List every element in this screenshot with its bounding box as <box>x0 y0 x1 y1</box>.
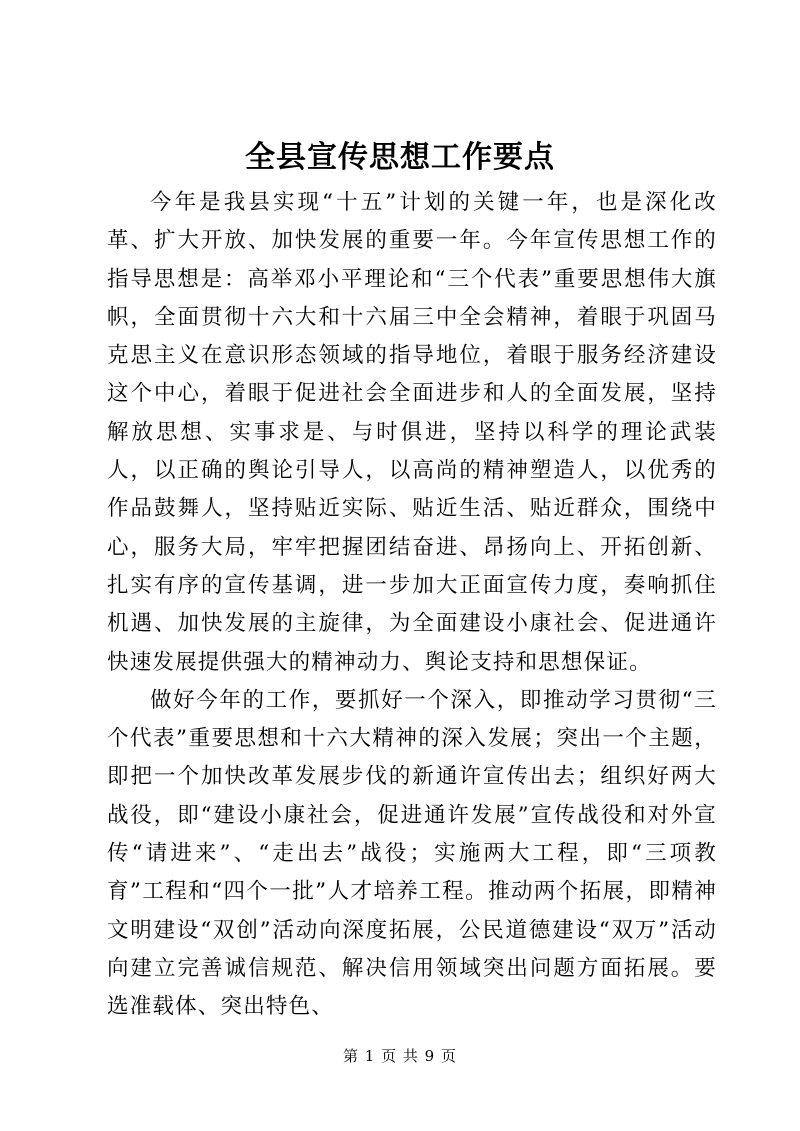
document-body <box>107 184 717 1027</box>
paragraph-1: 今年是我县实现“十五”计划的关键一年，也是深化改革、扩大开放、加快发展的重要一年。今年宣传思想工作的指导思想是：高举邓小平理论和“三个代表”重要思想伟大旗帜，全面贯彻十六大和十六届三中全会精神，着眼于巩固马克思主义在意识形态领域的指导地位，着眼于服务经济建设这个中心，着眼于促进社会全面进步和人的全面发展，坚持解放思想、实事求是、与时俱进，坚持以科学的理论武装人，以正确的舆论引导人，以高尚的精神塑造人，以优秀的作品鼓舞人，坚持贴近实际、贴近生活、贴近群众，围绕中心，服务大局，牢牢把握团结奋进、昂扬向上、开拓创新、扎实有序的宣传基调，进一步加大正面宣传力度，奏响抓住机遇、加快发展的主旋律，为全面建设小康社会、促进通许快速发展提供强大的精神动力、舆论支持和思想保证。 <box>107 190 717 675</box>
paragraph-2: 做好今年的工作，要抓好一个深入，即推动学习贯彻“三个代表”重要思想和十六大精神的深入发展；突出一个主题，即把一个加快改革发展步伐的新通许宣传出去；组织好两大战役，即“建设小康社会，促进通许发展”宣传战役和对外宣传“请进来”、“走出去”战役；实施两大工程，即“三项教育”工程和“四个一批”人才培养工程。推动两个拓展，即精神文明建设“双创”活动向深度拓展，公民道德建设“双万”活动向建立完善诚信规范、解决信用领域突出问题方面拓展。要选准载体、突出特色、 <box>107 687 717 1020</box>
document-title: 全县宣传思想工作要点 <box>245 140 555 175</box>
page-footer: 第 1 页 共 9 页 <box>343 1047 457 1065</box>
